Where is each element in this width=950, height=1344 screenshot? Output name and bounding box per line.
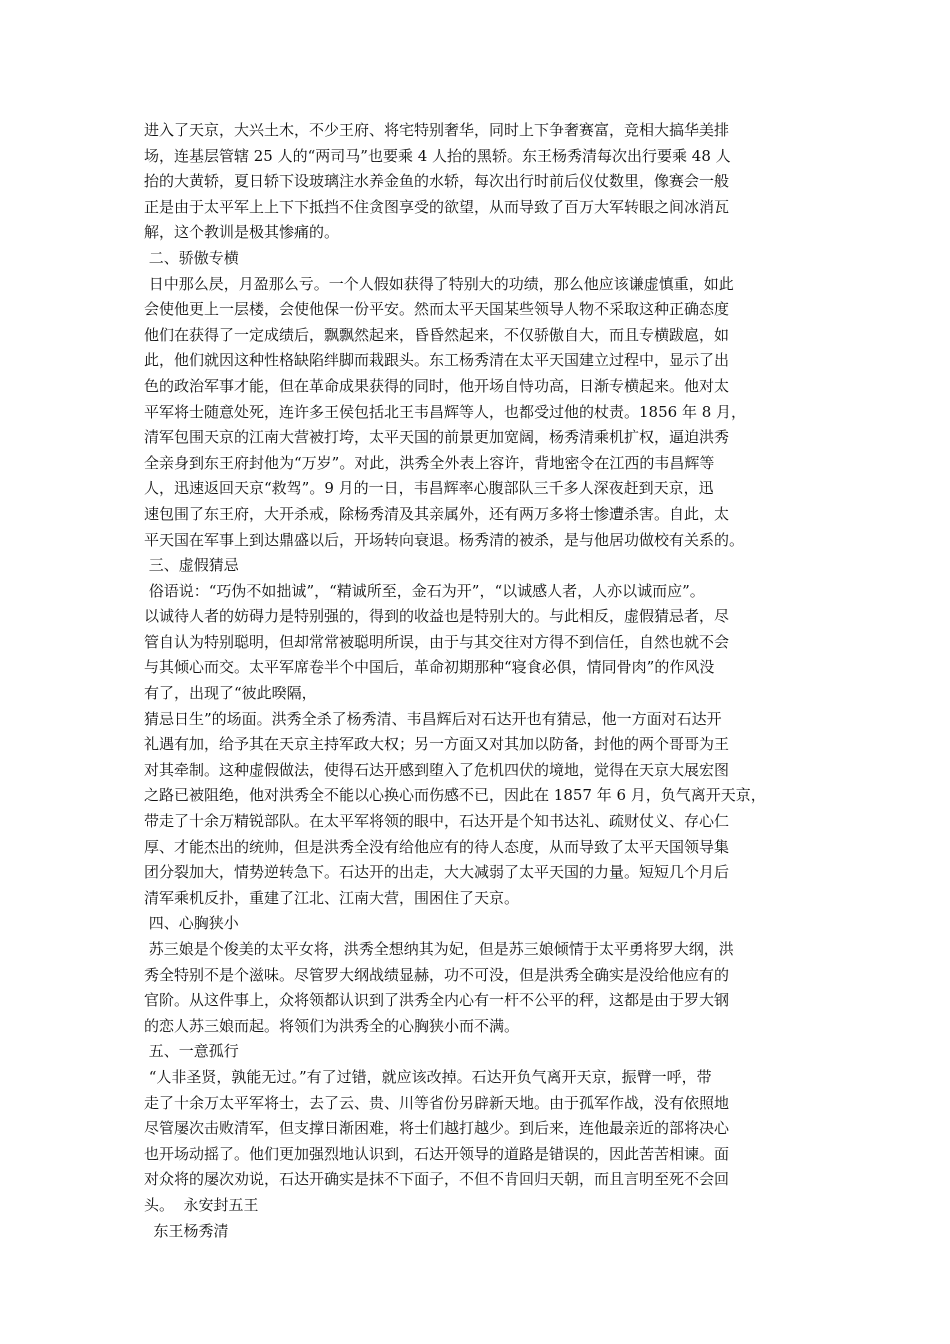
text-line: 进入了天京，大兴土木，不少王府、将宅特别奢华，同时上下争奢赛富，竞相大搞华美排 <box>144 121 730 139</box>
text-line: 的恋人苏三娘而起。将领们为洪秀全的心胸狭小而不满。 <box>144 1016 520 1035</box>
text-line: 团分裂加大，情势逆转急下。石达开的出走，大大减弱了太平天国的力量。短短几个月后 <box>144 863 730 882</box>
section-heading: 二、骄傲专横 <box>144 248 239 267</box>
section-heading: 五、一意孤行 <box>144 1042 239 1061</box>
text-line: 有了，出现了“彼此暌隔， <box>144 684 317 703</box>
text-line: 色的政治军事才能，但在革命成果获得的同时，他开场自恃功高，日渐专横起来。他对太 <box>144 376 730 395</box>
text-line: 会使他更上一层楼，会使他保一份平安。然而太平天国某些领导人物不采取这种正确态度 <box>144 300 730 319</box>
text-line: 平天国在军事上到达鼎盛以后，开场转向衰退。杨秀清的被杀，是与他居功做校有关系的。 <box>144 530 745 549</box>
text-line: 之路已被阻绝，他对洪秀全不能以心换心而伤感不已，因此在 1857 年 6 月，负气离开天京， <box>144 786 766 805</box>
text-line: 抬的大黄轿，夏日轿下设玻璃注水养金鱼的水轿，每次出行时前后仪仗数里，像赛会一般 <box>144 172 730 191</box>
text-line: 以诚待人者的妨碍力是特别强的，得到的收益也是特别大的。与此相反，虚假猜忌者，尽 <box>144 607 730 626</box>
text-line: 他们在获得了一定成绩后，飘飘然起来，昏昏然起来，不仅骄傲自大，而且专横跋扈，如 <box>144 325 730 344</box>
text-line: 厚、才能杰出的统帅，但是洪秀全没有给他应有的待人态度，从而导致了太平天国领导集 <box>144 837 730 856</box>
text-line: 此，他们就因这种性格缺陷绊脚而栽跟头。东工杨秀清在太平天国建立过程中，显示了出 <box>144 351 730 370</box>
text-line: 走了十余万太平军将士，去了云、贵、川等省份另辟新天地。由于孤军作战，没有依照地 <box>144 1093 730 1112</box>
text-line: 场，连基层管辖 25 人的“两司马”也要乘 4 人抬的黑轿。东王杨秀清每次出行要乘 48 人 <box>144 146 731 165</box>
text-line: 带走了十余万精锐部队。在太平军将领的眼中，石达开是个知书达礼、疏财仗义、存心仁 <box>144 812 730 831</box>
text-line: 猜忌日生”的场面。洪秀全杀了杨秀清、韦昌辉后对石达开也有猜忌，他一方面对石达开 <box>144 709 722 728</box>
text-line: 礼遇有加，给予其在天京主持军政大权；另一方面又对其加以防备，封他的两个哥哥为王 <box>144 735 730 754</box>
text-line: 尽管屡次击败清军，但支撑日渐困难，将士们越打越少。到后来，连他最亲近的部将决心 <box>144 1119 730 1138</box>
document-body <box>144 118 814 1244</box>
text-line: 正是由于太平军上上下下抵挡不住贪图享受的欲望，从而导致了百万大军转眼之间冰消瓦 <box>144 197 730 216</box>
text-line: “人非圣贤，孰能无过。”有了过错，就应该改掉。石达开负气离开天京，振臂一呼，带 <box>144 1067 712 1086</box>
text-line: 平军将士随意处死，连许多王侯包括北王韦昌辉等人，也都受过他的杖责。1856 年 8 月， <box>144 402 747 421</box>
text-line: 头。 永安封五王 <box>144 1195 259 1214</box>
text-line: 苏三娘是个俊美的太平女将，洪秀全想纳其为妃，但是苏三娘倾情于太平勇将罗大纲，洪 <box>144 940 734 958</box>
text-line: 俗语说：“巧伪不如拙诚”，“精诚所至，金石为开”，“以诚感人者，人亦以诚而应”。 <box>144 581 705 600</box>
text-line: 对其牵制。这种虚假做法，使得石达开感到堕入了危机四伏的境地，觉得在天京大展宏图 <box>144 760 730 779</box>
section-heading: 三、虚假猜忌 <box>144 556 239 575</box>
text-line: 清军乘机反扑，重建了江北、江南大营，围困住了天京。 <box>144 888 520 907</box>
text-line: 日中那么昃，月盈那么亏。一个人假如获得了特别大的功绩，那么他应该谦虚慎重，如此 <box>144 274 734 293</box>
text-line: 清军包围天京的江南大营被打垮，太平天国的前景更加宽阔，杨秀清乘机扩权，逼迫洪秀 <box>144 428 730 447</box>
text-line: 官阶。从这件事上，众将领都认识到了洪秀全内心有一杆不公平的秤，这都是由于罗大钢 <box>144 991 730 1010</box>
text-line: 对众将的屡次劝说，石达开确实是抹不下面子，不但不肯回归天朝，而且言明至死不会回 <box>144 1170 730 1189</box>
section-heading: 四、心胸狭小 <box>144 914 239 933</box>
text-line: 解，这个教训是极其惨痛的。 <box>144 223 340 242</box>
text-line: 与其倾心而交。太平军席卷半个中国后，革命初期那种“寝食必俱，情同骨肉”的作风没 <box>144 658 715 677</box>
text-line: 全亲身到东王府封他为“万岁”。对此，洪秀全外表上容许，背地密令在江西的韦昌辉等 <box>144 453 715 472</box>
text-line: 东王杨秀清 <box>144 1221 229 1240</box>
text-line: 秀全特别不是个滋味。尽管罗大纲战绩显赫，功不可没，但是洪秀全确实是没给他应有的 <box>144 965 730 984</box>
text-line: 也开场动摇了。他们更加强烈地认识到，石达开领导的道路是错误的，因此苦苦相谏。面 <box>144 1144 730 1163</box>
text-line: 人，迅速返回天京“救驾”。9 月的一日，韦昌辉率心腹部队三千多人深夜赶到天京，迅 <box>144 479 714 498</box>
text-line: 管自认为特别聪明，但却常常被聪明所误，由于与其交往对方得不到信任，自然也就不会 <box>144 632 730 651</box>
text-line: 速包围了东王府，大开杀戒，除杨秀清及其亲属外，还有两万多将士惨遭杀害。自此，太 <box>144 504 730 523</box>
